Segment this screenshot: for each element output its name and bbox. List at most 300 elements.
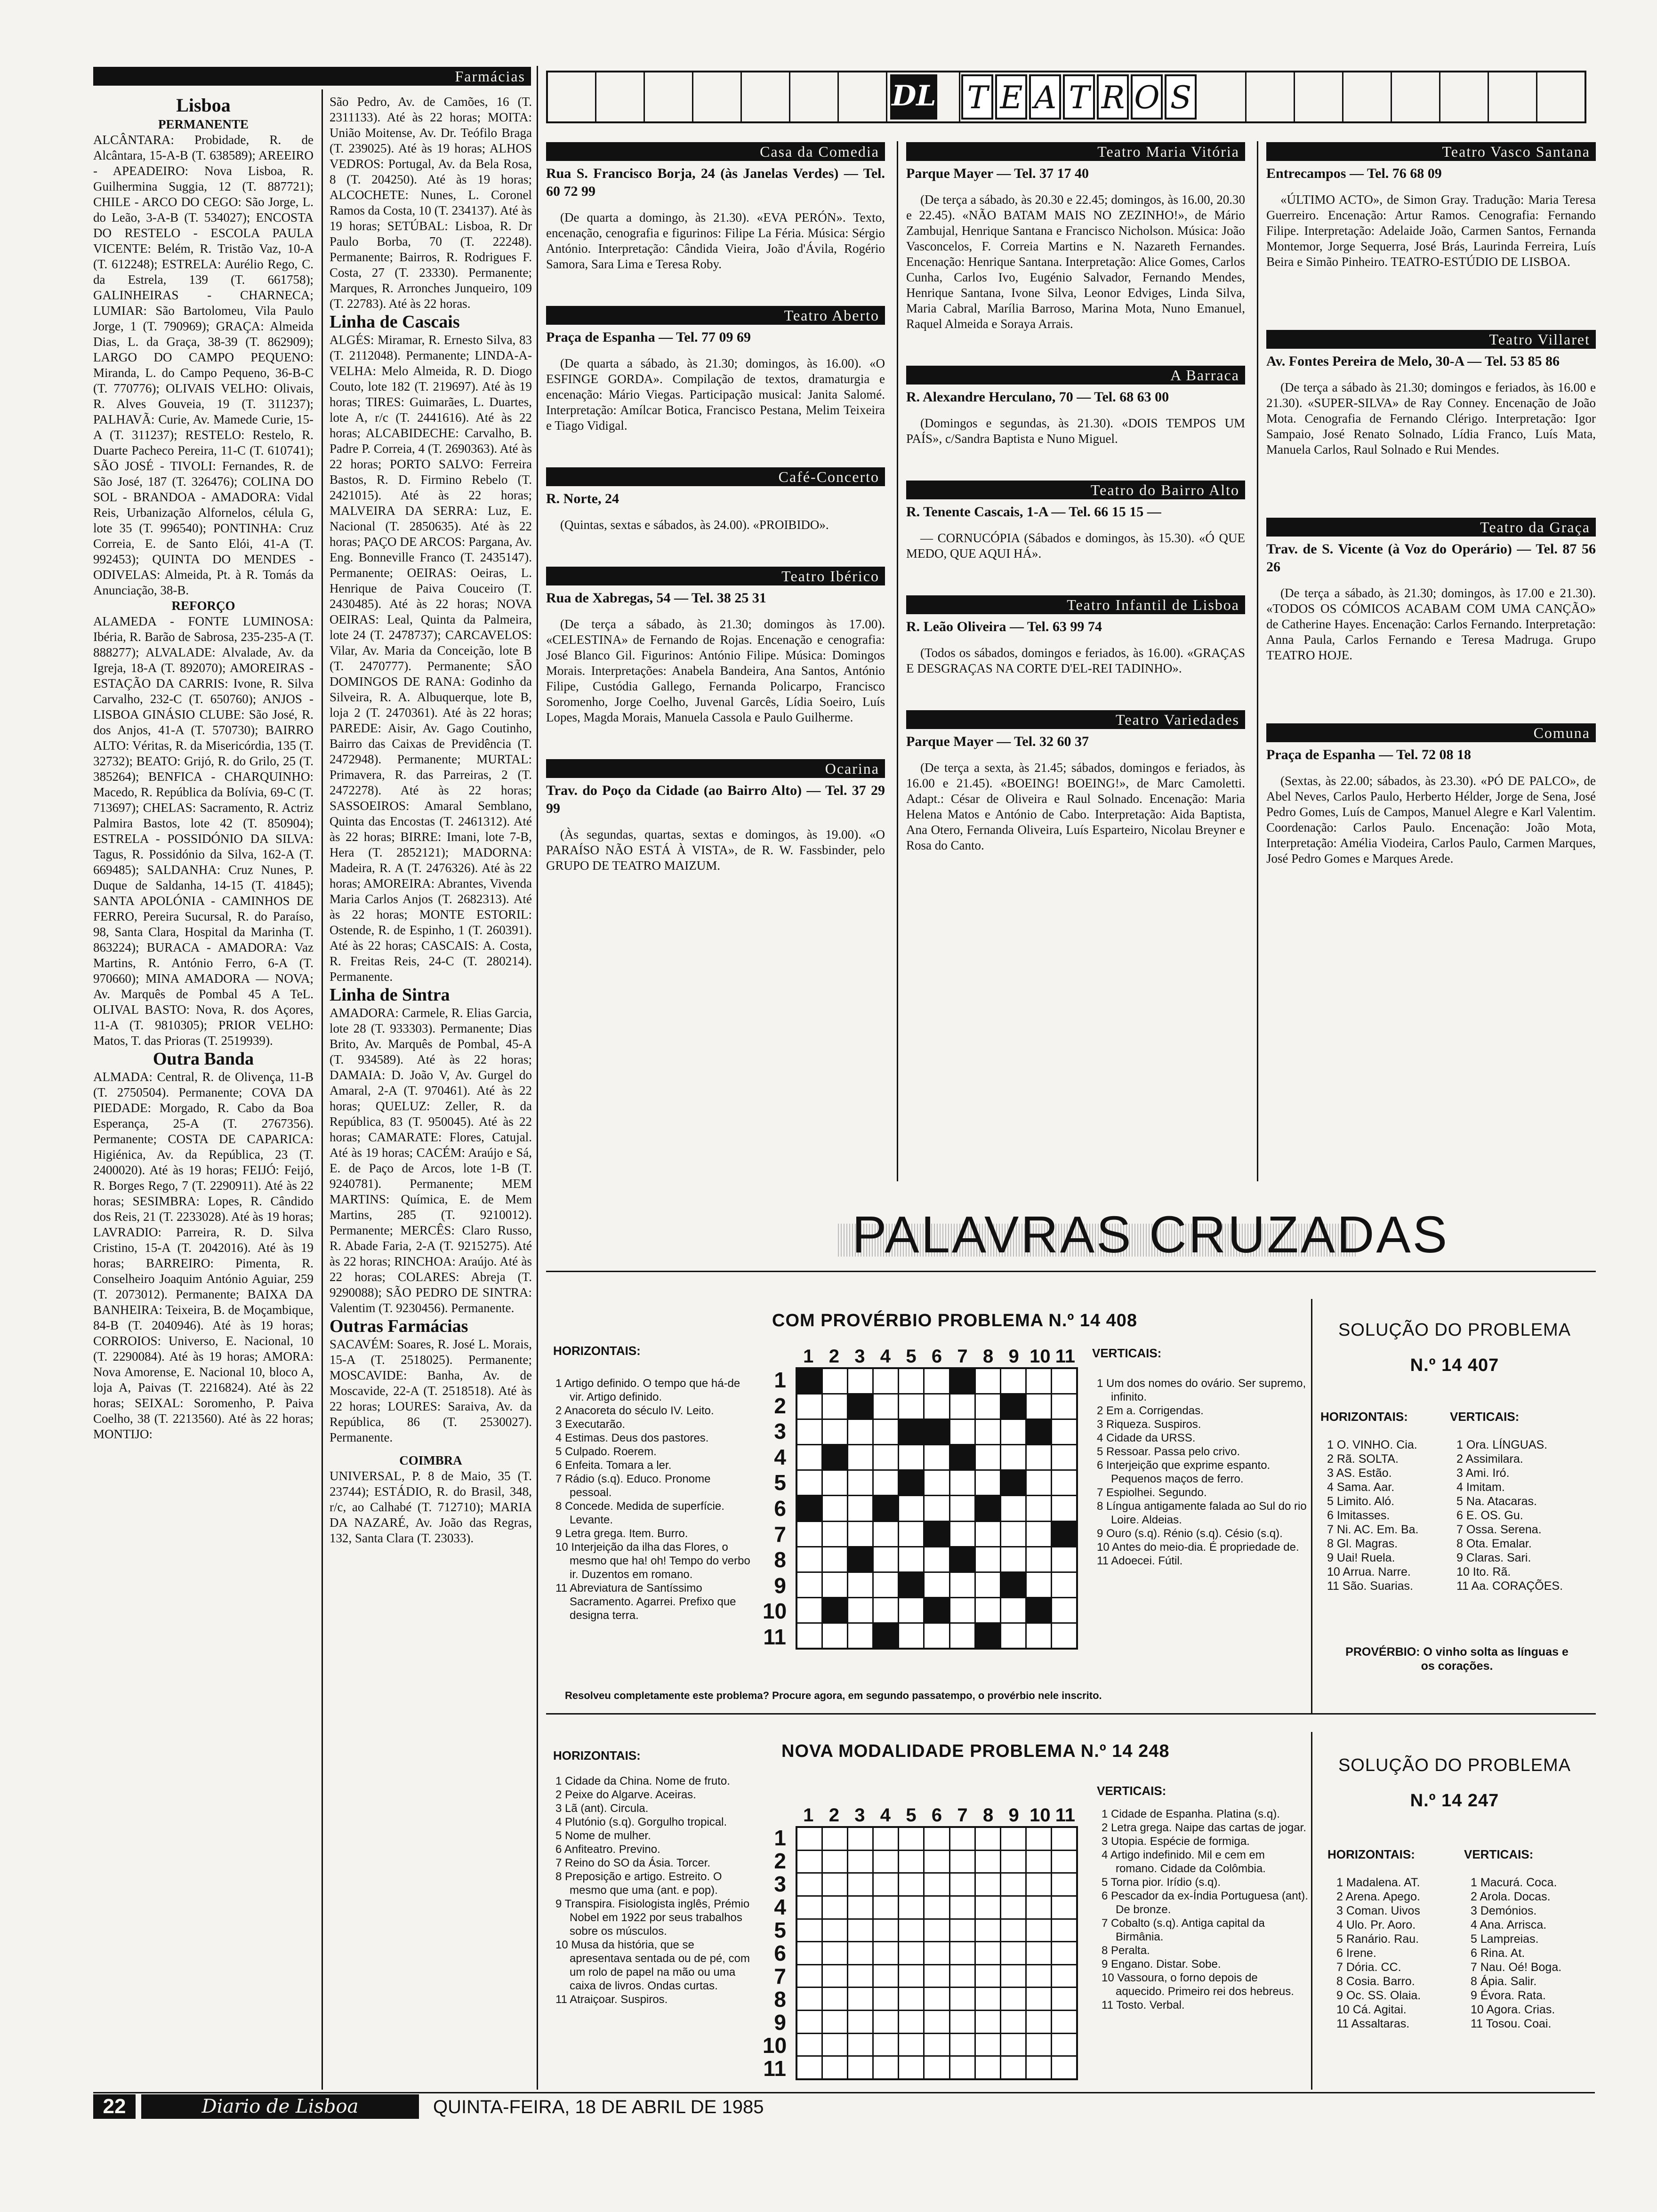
clue-item: 5 Lampreias. [1471, 1932, 1539, 1946]
grid-cell[interactable] [925, 1851, 949, 1873]
grid-cell[interactable] [823, 1965, 847, 1987]
grid-cell[interactable] [797, 1874, 821, 1895]
grid-cell[interactable] [797, 1471, 821, 1495]
grid-cell[interactable] [1001, 2057, 1025, 2078]
section-rule [546, 1271, 1596, 1272]
grid-cell[interactable] [1027, 1471, 1051, 1495]
row-number: 2 [774, 1848, 786, 1873]
grid-cell[interactable] [976, 1573, 1000, 1597]
grid-cell[interactable] [1052, 1851, 1076, 1873]
grid-cell[interactable] [1027, 1828, 1051, 1850]
grid-cell[interactable] [1027, 1874, 1051, 1895]
grid-cell[interactable] [848, 1471, 872, 1495]
theatre-listing [906, 366, 1245, 447]
grid-cell[interactable] [925, 2034, 949, 2056]
grid-cell[interactable] [823, 1920, 847, 1941]
grid-cell[interactable] [899, 1369, 923, 1393]
clue-item: 7 Espiolhei. Segundo. [1097, 1486, 1207, 1499]
grid-cell[interactable] [1052, 2034, 1076, 2056]
clue-item: 7 Dória. CC. [1336, 1961, 1401, 1974]
grid-cell[interactable] [976, 1547, 1000, 1571]
p2-horizontal-clues [555, 1774, 753, 2006]
grid-cell[interactable] [976, 1851, 1000, 1873]
grid-cell[interactable] [1001, 2034, 1025, 2056]
theatre-address: Rua de Xabregas, 54 — Tel. 38 25 31 [546, 590, 766, 606]
grid-cell[interactable] [950, 1496, 974, 1520]
clue-item: 8 Concede. Medida de superfície. Levante. [555, 1500, 724, 1526]
grid-cell[interactable] [925, 1573, 949, 1597]
grid-cell[interactable] [848, 1965, 872, 1987]
grid-cell[interactable] [874, 1420, 898, 1444]
city-title: Lisboa [176, 95, 231, 116]
grid-cell[interactable] [925, 1965, 949, 1987]
grid-cell[interactable] [950, 1920, 974, 1941]
clue-item: 2 Em a. Corrigendas. [1097, 1404, 1204, 1417]
issue-date: QUINTA-FEIRA, 18 DE ABRIL DE 1985 [433, 2097, 764, 2117]
banner-letter: T [961, 74, 993, 120]
grid-cell[interactable] [823, 1369, 847, 1393]
grid-cell[interactable] [848, 2034, 872, 2056]
grid-cell[interactable] [823, 1897, 847, 1918]
theatre-address: R. Tenente Cascais, 1-A — Tel. 66 15 15 — [906, 504, 1161, 520]
grid-cell[interactable] [1052, 1624, 1076, 1648]
grid-cell[interactable] [1052, 1420, 1076, 1444]
grid-cell[interactable] [976, 1988, 1000, 2010]
banner-letter: R [1097, 74, 1129, 120]
grid-cell[interactable] [874, 1445, 898, 1469]
grid-cell[interactable] [899, 1851, 923, 1873]
grid-cell[interactable] [874, 1920, 898, 1941]
grid-block [848, 1395, 872, 1419]
grid-cell[interactable] [848, 1851, 872, 1873]
grid-cell[interactable] [797, 1624, 821, 1648]
clue-item: 5 Ranário. Rau. [1336, 1932, 1419, 1946]
grid-cell[interactable] [874, 1942, 898, 1964]
grid-cell[interactable] [1052, 1369, 1076, 1393]
clue-item: 2 Arena. Apego. [1336, 1890, 1420, 1903]
grid-cell[interactable] [823, 1471, 847, 1495]
grid-cell[interactable] [874, 2011, 898, 2033]
grid-cell[interactable] [950, 1874, 974, 1895]
grid-cell[interactable] [950, 1395, 974, 1419]
grid-cell[interactable] [823, 2057, 847, 2078]
grid-cell[interactable] [797, 1522, 821, 1546]
grid-cell[interactable] [1001, 1369, 1025, 1393]
grid-cell[interactable] [1052, 1395, 1076, 1419]
grid-cell[interactable] [1027, 1496, 1051, 1520]
grid-cell[interactable] [797, 1897, 821, 1918]
grid-cell[interactable] [1027, 1445, 1051, 1469]
grid-block [950, 1547, 974, 1571]
grid-cell[interactable] [925, 1547, 949, 1571]
theatre-programme: (De terça a sábado, às 21.30; domingos, às 17.00 e 21.30). «TODOS OS CÓMICOS ACABAM COM UMA CANÇÃO» de Catherine Hayes. Encenação: Carlos Fernando. Interpretação: Anna Paula, Carlos Fernando e Teresa Madruga. Grupo TEATRO HOJE. [1266, 586, 1596, 662]
theatre-address: R. Leão Oliveira — Tel. 63 99 74 [906, 619, 1102, 634]
grid-cell[interactable] [976, 2034, 1000, 2056]
grid-cell[interactable] [1001, 2011, 1025, 2033]
grid-cell[interactable] [1052, 1471, 1076, 1495]
grid-cell[interactable] [976, 1920, 1000, 1941]
grid-cell[interactable] [874, 2034, 898, 2056]
grid-cell[interactable] [925, 1874, 949, 1895]
grid-cell[interactable] [848, 1573, 872, 1597]
grid-cell[interactable] [874, 1369, 898, 1393]
grid-cell[interactable] [1052, 1965, 1076, 1987]
theatre-listing [1266, 330, 1596, 457]
grid-cell[interactable] [1027, 1395, 1051, 1419]
theatre-name: Teatro Ibérico [546, 567, 885, 585]
grid-cell[interactable] [1052, 1496, 1076, 1520]
grid-cell[interactable] [899, 1965, 923, 1987]
column-number: 2 [828, 1346, 839, 1367]
grid-cell[interactable] [848, 1828, 872, 1850]
grid-cell[interactable] [848, 1942, 872, 1964]
clue-item: 10 Vassoura, o forno depois de aquecido. Primeiro rei dos hebreus. [1102, 1972, 1294, 1998]
clue-item: 5 Culpado. Roerem. [555, 1445, 657, 1458]
grid-cell[interactable] [950, 1828, 974, 1850]
grid-cell[interactable] [1052, 1445, 1076, 1469]
grid-cell[interactable] [1027, 1624, 1051, 1648]
grid-cell[interactable] [797, 1828, 821, 1850]
grid-cell[interactable] [797, 2034, 821, 2056]
grid-cell[interactable] [1052, 2011, 1076, 2033]
grid-cell[interactable] [848, 1874, 872, 1895]
grid-cell[interactable] [925, 1920, 949, 1941]
grid-cell[interactable] [976, 1420, 1000, 1444]
grid-cell[interactable] [823, 2034, 847, 2056]
grid-cell[interactable] [797, 1547, 821, 1571]
grid-cell[interactable] [1001, 1874, 1025, 1895]
grid-cell[interactable] [925, 1988, 949, 2010]
grid-cell[interactable] [925, 1471, 949, 1495]
grid-block [797, 1496, 821, 1520]
grid-cell[interactable] [899, 1874, 923, 1895]
grid-cell[interactable] [874, 1828, 898, 1850]
clue-item: 9 Engano. Distar. Sobe. [1102, 1958, 1221, 1971]
grid-cell[interactable] [976, 1445, 1000, 1469]
grid-cell[interactable] [950, 1420, 974, 1444]
grid-cell[interactable] [925, 2057, 949, 2078]
grid-cell[interactable] [1001, 1598, 1025, 1622]
grid-cell[interactable] [874, 1547, 898, 1571]
grid-cell[interactable] [823, 1496, 847, 1520]
grid-cell[interactable] [1027, 1369, 1051, 1393]
column-divider [1311, 1732, 1312, 2090]
grid-cell[interactable] [950, 2057, 974, 2078]
column-number: 8 [982, 1805, 994, 1826]
grid-cell[interactable] [1027, 1573, 1051, 1597]
grid-cell[interactable] [797, 1445, 821, 1469]
grid-cell[interactable] [1001, 1965, 1025, 1987]
grid-cell[interactable] [874, 1471, 898, 1495]
grid-cell[interactable] [925, 1395, 949, 1419]
grid-cell[interactable] [976, 1471, 1000, 1495]
grid-cell[interactable] [1001, 1522, 1025, 1546]
grid-block [1027, 1598, 1051, 1622]
grid-cell[interactable] [899, 1395, 923, 1419]
grid-cell[interactable] [1001, 1988, 1025, 2010]
grid-cell[interactable] [950, 1522, 974, 1546]
column-divider [897, 141, 898, 1181]
grid-cell[interactable] [797, 1395, 821, 1419]
grid-cell[interactable] [925, 1942, 949, 1964]
theatre-name: Teatro Infantil de Lisboa [906, 595, 1245, 614]
grid-cell[interactable] [976, 2011, 1000, 2033]
grid-cell[interactable] [823, 1942, 847, 1964]
grid-cell[interactable] [976, 2057, 1000, 2078]
grid-cell[interactable] [874, 2057, 898, 2078]
grid-cell[interactable] [1052, 1920, 1076, 1941]
grid-cell[interactable] [1052, 1988, 1076, 2010]
grid-cell[interactable] [1052, 1828, 1076, 1850]
grid-cell[interactable] [1001, 1942, 1025, 1964]
column-divider [1311, 1299, 1312, 1713]
grid-cell[interactable] [848, 1624, 872, 1648]
grid-cell[interactable] [1027, 1988, 1051, 2010]
grid-cell[interactable] [797, 1598, 821, 1622]
problem2-heading: NOVA MODALIDADE PROBLEMA N.º 14 248 [781, 1741, 1170, 1761]
grid-cell[interactable] [848, 1420, 872, 1444]
grid-cell[interactable] [848, 2011, 872, 2033]
grid-cell[interactable] [1052, 1874, 1076, 1895]
grid-cell[interactable] [899, 1445, 923, 1469]
grid-cell[interactable] [950, 1942, 974, 1964]
grid-cell[interactable] [874, 1598, 898, 1622]
grid-cell[interactable] [899, 1496, 923, 1520]
grid-cell[interactable] [823, 1547, 847, 1571]
grid-cell[interactable] [823, 1828, 847, 1850]
clue-item: 10 Antes do meio-dia. É propriedade de. [1097, 1541, 1299, 1554]
outra-banda-text: ALMADA: Central, R. de Olivença, 11-B (T. 2750504). Permanente; COVA DA PIEDADE: Morgado, R. Cabo da Boa Esperança, 25-A (T. 2767356). Permanente; COSTA DE CAPARICA: Higiénica, Av. da República, 23 (T. 2400020). Até às 19 horas; FEIJÓ: Feijó, R. Borges Rego, 7 (T. 2290911). Até às 22 horas; SESIMBRA: Lopes, R. Cândido dos Reis, 21 (T. 2233028). Até às 19 horas; LAVRADIO: Parreira, R. D. Silva Cristino, 15-A (T. 2042016). Até às 19 horas; BARREIRO: Pimenta, R. Conselheiro Joaquim António Aguiar, 259 (T. 2073012). Permanente; BAIXA DA BANHEIRA: Teixeira, B. de Moçambique, 84-B (T. 2040946). Até às 19 horas; CORROIOS: Universo, E. Nacional, 10 (T. 2290084). Até às 19 horas; AMORA: Nova Amorense, E. Nacional 10, bloco A, loja A, Paivas (T. 2216824). Até às 22 horas; SEIXAL: Soromenho, P. Paiva Coelho, 38 (T. 2213560). Até às 22 horas; MONTIJO: [93, 1070, 314, 1441]
grid-cell[interactable] [950, 1897, 974, 1918]
row-number: 11 [763, 1624, 786, 1649]
grid-cell[interactable] [1052, 1942, 1076, 1964]
grid-block [899, 1471, 923, 1495]
grid-cell[interactable] [1027, 1851, 1051, 1873]
grid-cell[interactable] [925, 1828, 949, 1850]
grid-cell[interactable] [925, 1624, 949, 1648]
grid-cell[interactable] [848, 1496, 872, 1520]
grid-cell[interactable] [1001, 1897, 1025, 1918]
crossword-grid-2[interactable] [796, 1826, 1078, 2080]
grid-cell[interactable] [899, 2034, 923, 2056]
grid-cell[interactable] [1027, 1897, 1051, 1918]
grid-cell[interactable] [874, 1851, 898, 1873]
grid-block [976, 1624, 1000, 1648]
theatre-programme: (De terça a sexta, às 21.45; sábados, domingos e feriados, às 16.00 e 21.45). «BOEING! BOEING!», de Marc Camoletti. Adapt.: César de Oliveira e Raul Solnado. Encenação: Maria Helena Matos e António de Cabo. Interpretação: Aida Baptista, Ana Otero, Fernanda Oliveira, Luís Esparteiro, Nicolau Breyner e Rosa do Canto. [906, 761, 1245, 852]
grid-cell[interactable] [797, 2057, 821, 2078]
grid-cell[interactable] [1052, 1598, 1076, 1622]
grid-cell[interactable] [874, 1522, 898, 1546]
clue-item: 8 Peralta. [1102, 1944, 1150, 1957]
grid-cell[interactable] [1001, 1496, 1025, 1520]
grid-cell[interactable] [823, 1851, 847, 1873]
permanente-text: ALCÂNTARA: Probidade, R. de Alcântara, 15-A-B (T. 638589); AREEIRO - APEADEIRO: Nova Lisboa, R. Guilhermina Suggia, 12 (T. 887721); CHILE - ARCO DO CEGO: São Jorge, L. do Leão, 3-A-B (T. 534027); ENCOSTA DO RESTELO - ESCOLA PAULA VICENTE: Belém, R. Tristão Vaz, 10-A (T. 612248); ESTRELA: Aurélio Rego, C. da Estrela, 139 (T. 661758); GALINHEIRAS - CHARNECA; LUMIAR: São Bartolomeu, Vila Paulo Jorge, 1 (T. 790969); GRAÇA: Almeida Dias, L. da Graça, 38-39 (T. 862909); LARGO DO CAMPO PEQUENO: Miranda, L. do Campo Pequeno, 36-B-C (T. 770776); OLIVAIS VELHO: Olivais, R. Alves Gouveia, 19 (T. 311237); PALHAVÃ: Curie, Av. Mamede Curie, 15-A (T. 311237); RESTELO: Restelo, R. Duarte Pacheco Pereira, 11-C (T. 610741); SÃO JOSÉ - TIVOLI: Fernandes, R. de São José, 187 (T. 326476); COLINA DO SOL - BRANDOA - AMADORA: Vidal Reis, Urbanização Alfornelos, célula G, lote 35 (T. 996540); PONTINHA: Cruz Correia, E. de Santo Elói, 41-A (T. 992453); QUINTA DO MENDES - ODIVELAS: Almeida, Pt. à R. Tomás da Anunciação, 38-B. [93, 133, 314, 597]
grid-cell[interactable] [899, 1988, 923, 2010]
grid-cell[interactable] [899, 1598, 923, 1622]
grid-cell[interactable] [899, 1522, 923, 1546]
clue-item: 6 Irene. [1336, 1947, 1376, 1960]
grid-cell[interactable] [1052, 1547, 1076, 1571]
grid-cell[interactable] [1001, 1851, 1025, 1873]
grid-cell[interactable] [1027, 2034, 1051, 2056]
grid-cell[interactable] [976, 1395, 1000, 1419]
grid-cell[interactable] [1027, 1522, 1051, 1546]
clue-item: 4 Ulo. Pr. Aoro. [1336, 1918, 1416, 1931]
p2-horiz-label: HORIZONTAIS: [553, 1748, 641, 1763]
column-number: 2 [828, 1805, 839, 1826]
grid-cell[interactable] [1027, 1942, 1051, 1964]
grid-cell[interactable] [823, 2011, 847, 2033]
grid-cell[interactable] [899, 1828, 923, 1850]
grid-cell[interactable] [823, 1573, 847, 1597]
grid-cell[interactable] [976, 1522, 1000, 1546]
grid-cell[interactable] [950, 2011, 974, 2033]
grid-cell[interactable] [874, 1897, 898, 1918]
clue-item: 11 Abreviatura de Santíssimo Sacramento. Agarrei. Prefixo que designa terra. [555, 1582, 736, 1622]
grid-cell[interactable] [976, 1942, 1000, 1964]
clue-item: 5 Ressoar. Passa pelo crivo. [1097, 1445, 1240, 1458]
grid-cell[interactable] [848, 1988, 872, 2010]
farmacias-col2 [330, 94, 532, 1546]
grid-block [1001, 1395, 1025, 1419]
grid-cell[interactable] [899, 1920, 923, 1941]
grid-cell[interactable] [976, 1598, 1000, 1622]
grid-cell[interactable] [976, 1897, 1000, 1918]
farmacias-col1 [93, 94, 314, 1442]
grid-cell[interactable] [976, 1828, 1000, 1850]
grid-cell[interactable] [848, 1522, 872, 1546]
clue-item: 10 Musa da história, que se apresentava sentada ou de pé, com um rolo de papel na mão ou uma caixa de livros. Ondas curtas. [555, 1939, 750, 1992]
grid-cell[interactable] [925, 1445, 949, 1469]
grid-cell[interactable] [899, 1547, 923, 1571]
grid-cell[interactable] [976, 1369, 1000, 1393]
grid-cell[interactable] [1001, 1547, 1025, 1571]
grid-cell[interactable] [1027, 1547, 1051, 1571]
grid-cell[interactable] [823, 1420, 847, 1444]
grid-cell[interactable] [950, 1851, 974, 1873]
theatre-listing [546, 306, 885, 433]
clue-item: 7 Ossa. Serena. [1456, 1523, 1542, 1536]
grid-cell[interactable] [797, 2011, 821, 2033]
grid-cell[interactable] [1052, 2057, 1076, 2078]
grid-cell[interactable] [1052, 1897, 1076, 1918]
grid-cell[interactable] [1001, 1828, 1025, 1850]
grid-cell[interactable] [848, 1598, 872, 1622]
grid-cell[interactable] [797, 1988, 821, 2010]
dl-logo: DL [890, 74, 937, 120]
grid-cell[interactable] [797, 1965, 821, 1987]
column-number: 3 [854, 1805, 865, 1826]
theatre-name: Teatro Villaret [1266, 330, 1596, 349]
column-number: 9 [1008, 1346, 1019, 1367]
p1-vert-label: VERTICAIS: [1092, 1346, 1162, 1360]
grid-cell[interactable] [899, 2057, 923, 2078]
grid-block [797, 1369, 821, 1393]
grid-cell[interactable] [848, 1445, 872, 1469]
clue-item: 11 Atraiçoar. Suspiros. [555, 1993, 668, 2006]
sol1-vertical [1450, 1438, 1591, 1593]
p1-row-numbers [763, 1367, 791, 1650]
row-number: 7 [774, 1964, 786, 1989]
grid-cell[interactable] [950, 1988, 974, 2010]
grid-cell[interactable] [874, 1988, 898, 2010]
grid-cell[interactable] [823, 1395, 847, 1419]
grid-cell[interactable] [1001, 1420, 1025, 1444]
p1-horizontal-clues [555, 1377, 753, 1622]
grid-cell[interactable] [874, 1874, 898, 1895]
grid-cell[interactable] [797, 1920, 821, 1941]
grid-cell[interactable] [899, 2011, 923, 2033]
grid-cell[interactable] [1027, 2057, 1051, 2078]
grid-cell[interactable] [823, 1522, 847, 1546]
clue-item: 1 O. VINHO. Cia. [1327, 1438, 1417, 1451]
grid-cell[interactable] [899, 1897, 923, 1918]
grid-cell[interactable] [848, 1897, 872, 1918]
grid-cell[interactable] [848, 1369, 872, 1393]
grid-cell[interactable] [1027, 1965, 1051, 1987]
grid-cell[interactable] [848, 1920, 872, 1941]
grid-cell[interactable] [976, 1965, 1000, 1987]
grid-cell[interactable] [976, 1874, 1000, 1895]
grid-cell[interactable] [797, 1851, 821, 1873]
grid-cell[interactable] [797, 1942, 821, 1964]
grid-cell[interactable] [823, 1988, 847, 2010]
grid-cell[interactable] [950, 1624, 974, 1648]
grid-cell[interactable] [874, 1395, 898, 1419]
grid-cell[interactable] [925, 2011, 949, 2033]
grid-cell[interactable] [1052, 1573, 1076, 1597]
grid-cell[interactable] [925, 1496, 949, 1520]
theatre-name: Teatro da Graça [1266, 518, 1596, 537]
grid-block [925, 1420, 949, 1444]
grid-block [1027, 1420, 1051, 1444]
grid-cell[interactable] [797, 1573, 821, 1597]
grid-cell[interactable] [797, 1420, 821, 1444]
clue-item: 6 Anfiteatro. Previno. [555, 1843, 660, 1856]
theatre-address: Praça de Espanha — Tel. 72 08 18 [1266, 747, 1472, 762]
sol1-horiz-label: HORIZONTAIS: [1320, 1410, 1408, 1424]
grid-cell[interactable] [874, 1965, 898, 1987]
theatre-address: Praça de Espanha — Tel. 77 09 69 [546, 329, 751, 345]
grid-cell[interactable] [823, 1624, 847, 1648]
grid-cell[interactable] [874, 1573, 898, 1597]
grid-cell[interactable] [950, 1598, 974, 1622]
grid-cell[interactable] [1001, 1624, 1025, 1648]
grid-cell[interactable] [950, 1965, 974, 1987]
grid-cell[interactable] [950, 1471, 974, 1495]
teatros-col3 [1266, 142, 1596, 927]
clue-item: 1 Madalena. AT. [1336, 1876, 1420, 1889]
grid-cell[interactable] [1027, 1920, 1051, 1941]
crossword-grid-1[interactable] [796, 1367, 1078, 1650]
grid-cell[interactable] [950, 2034, 974, 2056]
grid-cell[interactable] [1001, 1445, 1025, 1469]
grid-cell[interactable] [950, 1573, 974, 1597]
grid-cell[interactable] [925, 1369, 949, 1393]
clue-item: 9 Claras. Sari. [1456, 1551, 1531, 1564]
theatre-name: Teatro Vasco Santana [1266, 142, 1596, 161]
column-number: 4 [880, 1346, 891, 1367]
grid-cell[interactable] [925, 1897, 949, 1918]
grid-cell[interactable] [1027, 2011, 1051, 2033]
grid-cell[interactable] [823, 1874, 847, 1895]
clue-item: 9 Évora. Rata. [1471, 1989, 1546, 2002]
grid-cell[interactable] [848, 2057, 872, 2078]
theatre-programme: (Todos os sábados, domingos e feriados, às 16.00). «GRAÇAS E DESGRAÇAS NA CORTE D'EL-REI TADINHO». [906, 646, 1245, 675]
grid-cell[interactable] [899, 1942, 923, 1964]
grid-cell[interactable] [1001, 1920, 1025, 1941]
grid-cell[interactable] [899, 1624, 923, 1648]
